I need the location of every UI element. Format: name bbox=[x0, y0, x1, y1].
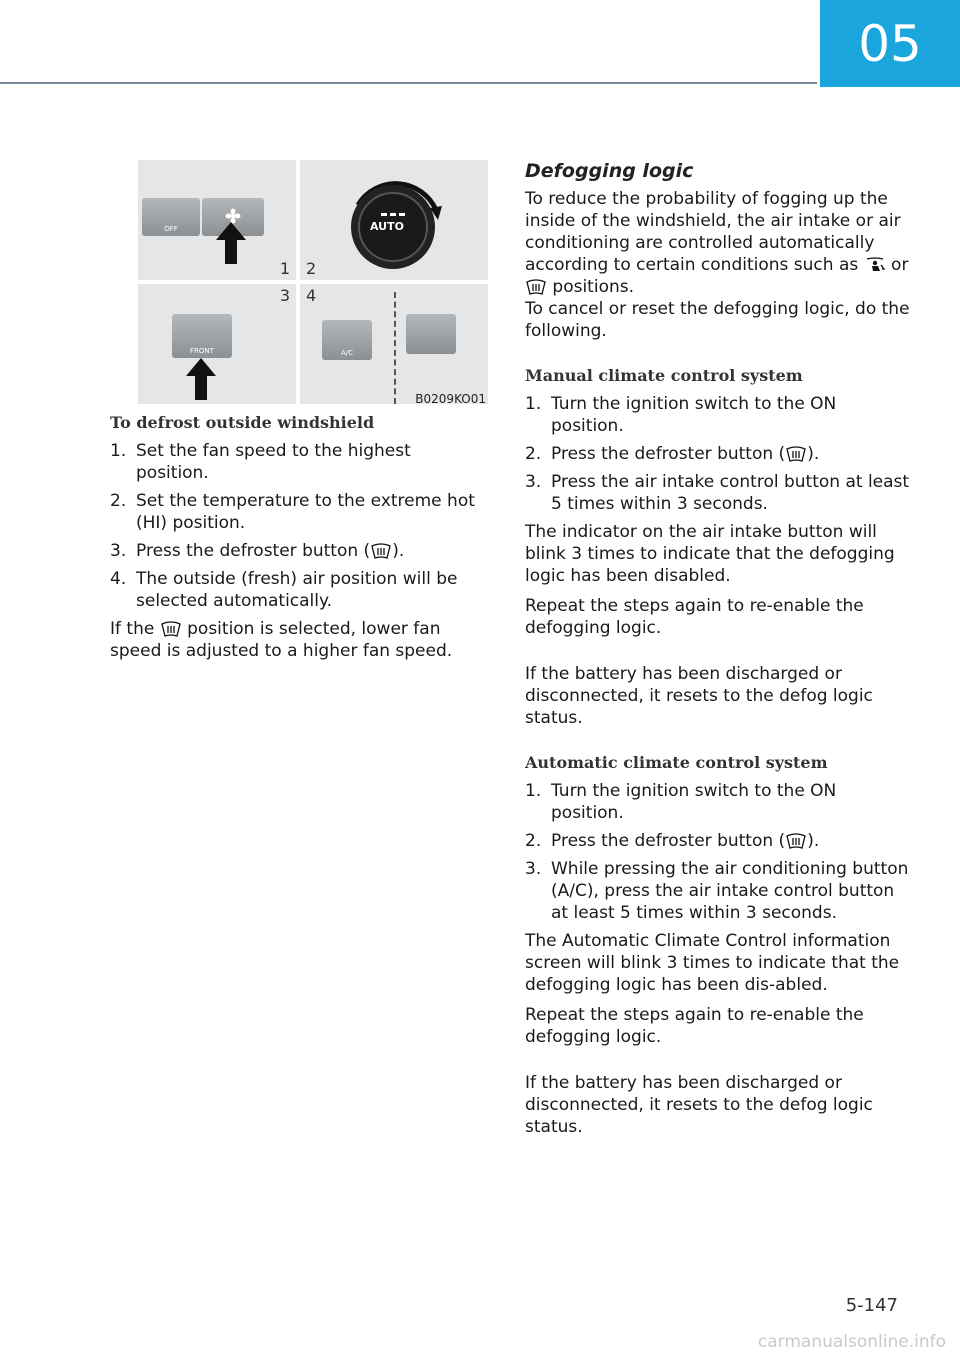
list-item: 1. Turn the ignition switch to the ON position. bbox=[525, 394, 837, 436]
panel-label-1: 1 bbox=[279, 259, 290, 278]
air-intake-button-illustration bbox=[406, 314, 456, 354]
defroster-icon bbox=[525, 279, 547, 295]
figure-id: B0209KO01 bbox=[415, 392, 486, 404]
auto-paragraph: Repeat the steps again to re-enable the defogging logic. bbox=[525, 1005, 864, 1047]
auto-steps bbox=[525, 780, 910, 924]
defroster-icon bbox=[785, 833, 807, 849]
manual-heading: Manual climate control system bbox=[525, 366, 803, 385]
figure-panel-1 bbox=[138, 160, 296, 280]
list-item: 3. Press the defroster button ( ). bbox=[110, 541, 405, 561]
header-rule bbox=[0, 82, 817, 84]
front-defrost-button-illustration: FRONT bbox=[172, 314, 232, 358]
defrost-heading: To defrost outside windshield bbox=[110, 413, 375, 432]
list-item: 2. Set the temperature to the extreme hot (HI) position. bbox=[110, 491, 475, 533]
defroster-icon bbox=[160, 621, 182, 637]
list-item: 3. Press the air intake control button at least 5 times within 3 seconds. bbox=[525, 472, 910, 514]
manual-steps bbox=[525, 393, 910, 515]
panel-label-4: 4 bbox=[306, 286, 317, 305]
manual-battery-note: If the battery has been discharged or disconnected, it resets to the defog logic status. bbox=[525, 664, 873, 728]
panel-label-3: 3 bbox=[279, 286, 290, 305]
defrost-note: If the position is selected, lower fan speed is adjusted to a higher fan speed. bbox=[110, 619, 453, 661]
page-number: 5-147 bbox=[845, 1295, 898, 1316]
defogging-intro: To reduce the probability of fogging up the inside of the windshield, the air intake or air conditioning are controlled automatically according to certain conditions such as or positions. To cancel or reset the defogging logic, do the following. bbox=[525, 189, 910, 341]
auto-label: AUTO bbox=[370, 220, 404, 233]
chapter-tab: 05 bbox=[820, 0, 960, 87]
list-item: 4. The outside (fresh) air position will be selected automatically. bbox=[110, 569, 458, 611]
manual-paragraph: The indicator on the air intake button will blink 3 times to indicate that the defogging logic has been disabled. bbox=[525, 522, 895, 586]
manual-paragraph: Repeat the steps again to re-enable the defogging logic. bbox=[525, 596, 864, 638]
divider bbox=[394, 292, 396, 404]
figure-panel-2 bbox=[300, 160, 488, 280]
watermark: carmanualsonline.info bbox=[757, 1332, 946, 1352]
defogging-title: Defogging logic bbox=[525, 160, 694, 182]
defroster-icon bbox=[785, 446, 807, 462]
arrow-up-icon bbox=[216, 222, 246, 264]
list-item: 1. Turn the ignition switch to the ON position. bbox=[525, 781, 837, 823]
auto-heading: Automatic climate control system bbox=[525, 753, 828, 772]
climate-control-figure bbox=[138, 160, 488, 404]
arrow-up-icon bbox=[186, 358, 216, 400]
defrost-steps bbox=[110, 440, 485, 612]
defroster-icon bbox=[370, 543, 392, 559]
list-item: 2. Press the defroster button ( ). bbox=[525, 444, 820, 464]
panel-label-2: 2 bbox=[306, 259, 317, 278]
floor-defrost-icon bbox=[864, 257, 886, 273]
figure-panel-4 bbox=[300, 284, 488, 404]
left-column bbox=[110, 413, 485, 670]
figure-panel-3 bbox=[138, 284, 296, 404]
list-item: 1. Set the fan speed to the highest position. bbox=[110, 441, 411, 483]
list-item: 3. While pressing the air conditioning button (A/C), press the air intake control button at least 5 times within 3 seconds. bbox=[525, 859, 909, 923]
list-item: 2. Press the defroster button ( ). bbox=[525, 831, 820, 851]
auto-paragraph: The Automatic Climate Control information screen will blink 3 times to indicate that the defogging logic has been dis-abled. bbox=[525, 931, 900, 995]
fan-off-button-illustration: OFF bbox=[142, 198, 200, 236]
ac-button-illustration: A/C bbox=[322, 320, 372, 360]
auto-battery-note: If the battery has been discharged or disconnected, it resets to the defog logic status. bbox=[525, 1073, 873, 1137]
right-column bbox=[525, 160, 910, 1146]
